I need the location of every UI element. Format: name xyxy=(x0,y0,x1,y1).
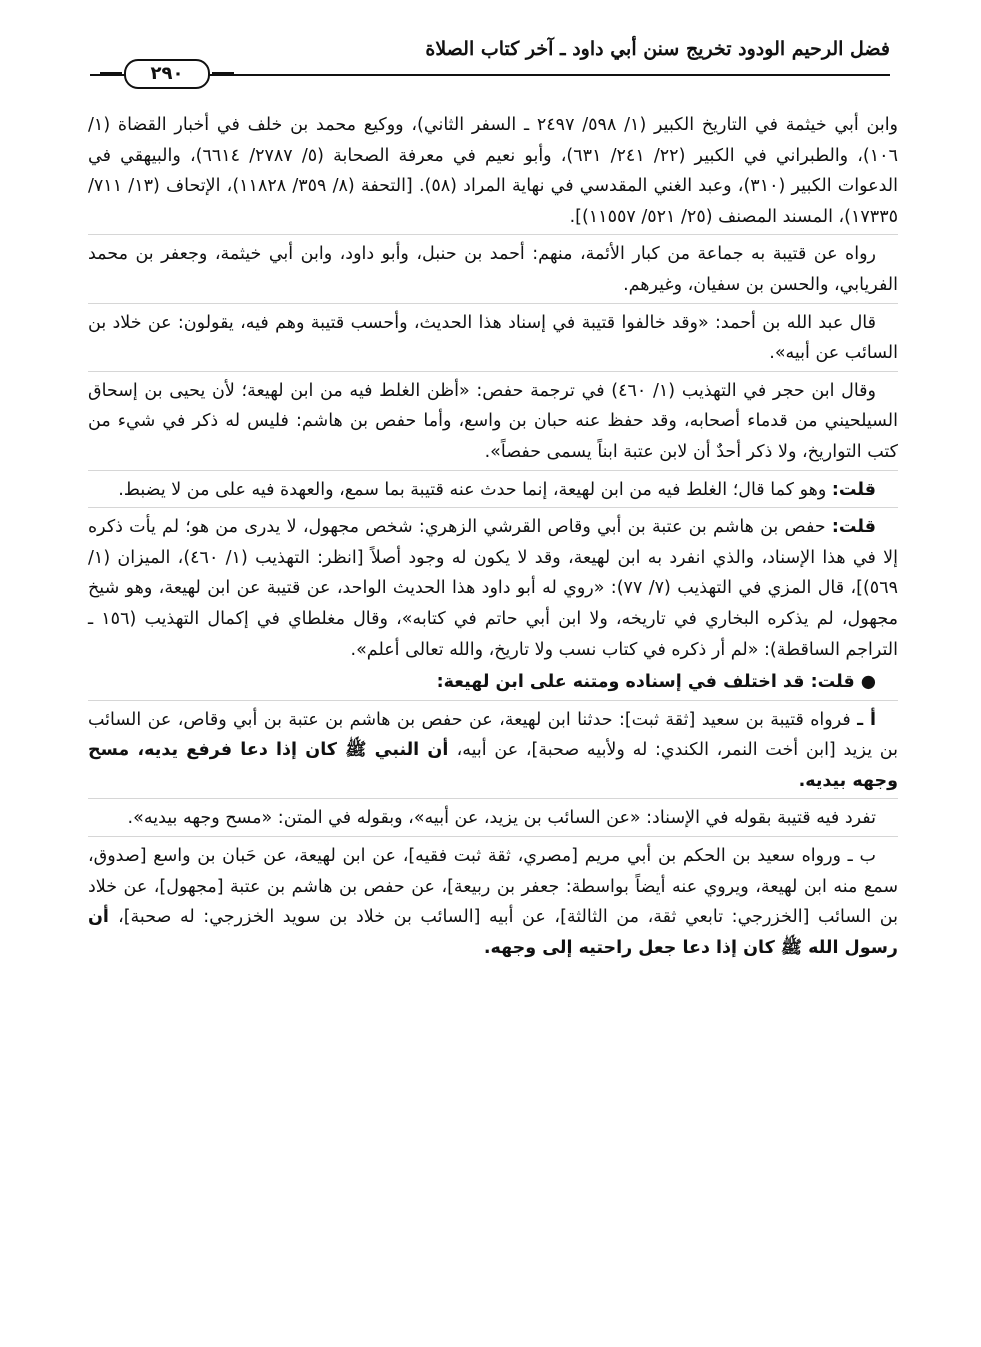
paragraph-5 xyxy=(88,470,898,506)
page-number: ٢٩٠ xyxy=(124,59,210,89)
qultu-label: قلت: xyxy=(831,479,876,500)
paragraph-7-text: قلت: قد اختلف في إسناده ومتنه على ابن لهيعة: xyxy=(436,672,855,693)
paragraph-8 xyxy=(88,700,898,797)
paragraph-10-text: ب ـ ورواه سعيد بن الحكم بن أبي مريم [مصري، ثقة ثبت فقيه]، عن ابن لهيعة، عن حَبان بن واسع [صدوق، سمع منه ابن لهيعة، ويروي عنه أيضاً بواسطة: جعفر بن ربيعة]، عن حفص بن هاشم بن عتبة [مجهول]، عن خلاد بن السائب [الخزرجي: تابعي ثقة، من الثالثة]، عن أبيه [السائب بن خلاد بن سويد الخزرجي: له صحبة]، xyxy=(88,846,898,928)
item-letter-a: أ ـ xyxy=(857,709,877,730)
paragraph-1: وابن أبي خيثمة في التاريخ الكبير (١/ ٥٩٨/ ٢٤٩٧ ـ السفر الثاني)، ووكيع محمد بن خلف في أخبار القضاة (١/ ١٠٦)، والطبراني في الكبير (٢٢/ ٢٤١/ ٦٣١)، وأبو نعيم في معرفة الصحابة (٥/ ٢٧٨٧/ ٦٦١٤)، والبيهقي في الدعوات الكبير (٣١٠)، وعبد الغني المقدسي في نهاية المراد (٥٨). [التحفة (٨/ ٣٥٩/ ١١٨٢٨)، الإتحاف (١٣/ ٧١١/ ١٧٣٣٥)، المسند المصنف (٢٥/ ٥٢١/ ١١٥٥٧)]. xyxy=(88,115,899,227)
bullet-icon: ● xyxy=(860,672,876,693)
running-title: فضل الرحيم الودود تخريج سنن أبي داود ـ آخر كتاب الصلاة xyxy=(425,38,890,60)
paragraph-10-matn: أن رسول الله ﷺ كان إذا دعا جعل راحتيه إلى وجهه. xyxy=(88,907,898,958)
paragraph-8-matn: أن النبي ﷺ كان إذا دعا فرفع يديه، مسح وجهه بيديه. xyxy=(88,740,898,791)
paragraph-6-text: حفص بن هاشم بن عتبة بن أبي وقاص القرشي الزهري: شخص مجهول، لا يدرى من هو؛ لم يأت ذكره إلا في هذا الإسناد، والذي انفرد به ابن لهيعة، وقد لا يكون له وجود أصلاً [انظر: التهذيب (١/ ٤٦٠)، الميزان (١/ ٥٦٩)]، قال المزي في التهذيب (٧/ ٧٧): «روي له أبو داود هذا الحديث الواحد، عن قتيبة عن ابن لهيعة، وهو شيخ مجهول، لم يذكره البخاري في تاريخه، ولا ابن أبي حاتم في كتابه»، وقال مغلطاي في إكمال التهذيب (١٥٦ ـ التراجم الساقطة): «لم أر ذكره في كتاب نسب ولا تاريخ، والله تعالى أعلم». xyxy=(88,517,898,660)
page-header xyxy=(90,34,890,84)
paragraph-4: وقال ابن حجر في التهذيب (١/ ٤٦٠) في ترجمة حفص: «أظن الغلط فيه من ابن لهيعة؛ لأن يحيى بن إسحاق السيلحيني من قدماء أصحابه، وقد حفظ عنه حبان بن واسع، وأما حفص بن هاشم: فليس له ذكر في شيء من كتب التواريخ، ولا ذكر أحدٌ أن لابن عتبة ابناً يسمى حفصاً». xyxy=(88,371,898,468)
paragraph-6 xyxy=(88,507,898,665)
paragraph-2: رواه عن قتيبة به جماعة من كبار الأئمة، منهم: أحمد بن حنبل، وأبو داود، وابن أبي خيثمة، وجعفر بن محمد الفريابي، والحسن بن سفيان، وغيرهم. xyxy=(88,234,898,300)
page-body xyxy=(88,110,898,965)
paragraph-10 xyxy=(88,836,898,963)
paragraph-5-text: وهو كما قال؛ الغلط فيه من ابن لهيعة، إنما حدث عنه قتيبة بما سمع، والعهدة فيه على من لا يضبط. xyxy=(118,479,832,500)
paragraph-3: قال عبد الله بن أحمد: «وقد خالفوا قتيبة في إسناد هذا الحديث، وأحسب قتيبة وهم فيه، يقولون: عن خلاد بن السائب عن أبيه». xyxy=(88,303,898,369)
paragraph-9: تفرد فيه قتيبة بقوله في الإسناد: «عن السائب بن يزيد، عن أبيه»، وبقوله في المتن: «مسح وجهه بيديه». xyxy=(88,798,898,834)
qultu-label: قلت: xyxy=(831,517,876,538)
header-rule xyxy=(90,74,890,76)
paragraph-7-heading xyxy=(88,667,898,698)
paragraph-8-text: فرواه قتيبة بن سعيد [ثقة ثبت]: حدثنا ابن لهيعة، عن حفص بن هاشم بن عتبة بن أبي وقاص، عن السائب بن يزيد [ابن أخت النمر، الكندي: له ولأبيه صحبة]، عن أبيه، xyxy=(88,709,898,761)
